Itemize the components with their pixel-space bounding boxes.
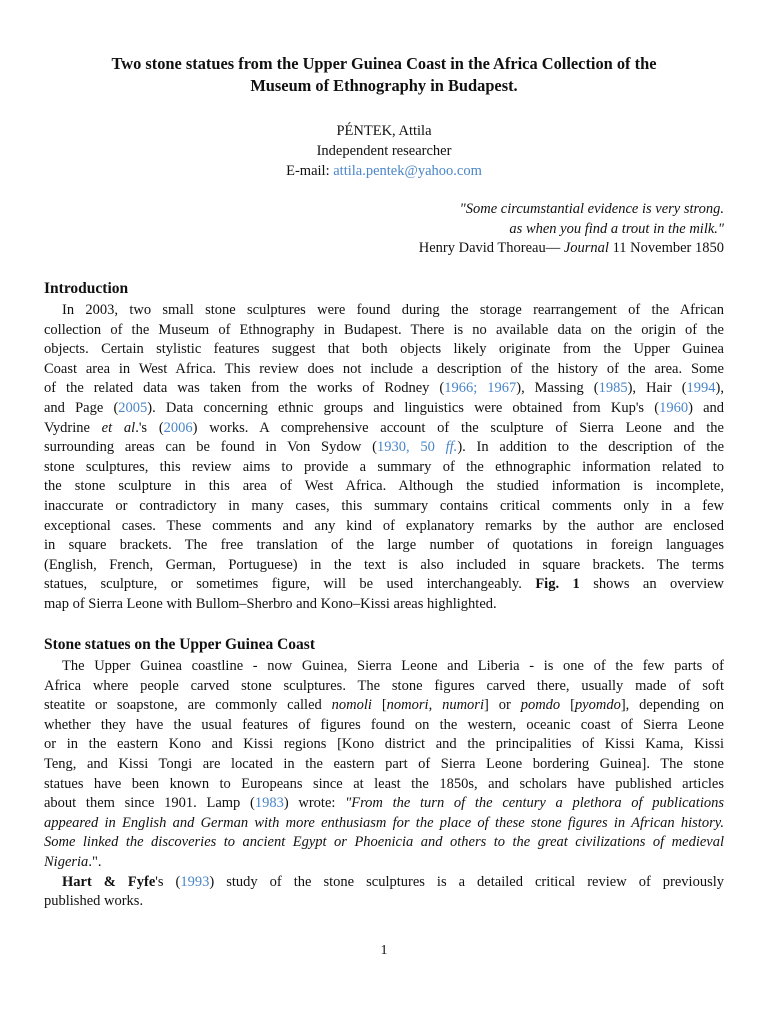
author-reference: Hart & Fyfe bbox=[62, 873, 156, 890]
text-line: Vydrine et al.'s (2006) works. A comprehensive account of the sculpture of Sierra Leone and the bbox=[44, 419, 724, 436]
text-line: Hart & Fyfe's (1993) study of the stone sculptures is a detailed critical review of previously bbox=[62, 873, 725, 890]
text-line: surrounding areas can be found in Von Sydow (1930, 50 ff.). In addition to the description of the bbox=[44, 439, 725, 456]
text-line: Teng, and Kissi Tongi are located in the eastern part of Sierra Leone bordering Guinea]. The stone bbox=[44, 755, 724, 772]
citation-link[interactable]: 2005 bbox=[118, 399, 148, 416]
text-line: stone sculptures, this review aims to provide a summary of the ethnographic information related to bbox=[44, 458, 724, 475]
attribution-date: 11 November 1850 bbox=[608, 240, 724, 256]
text-line: inaccurate or contradictory in many cases, this summary contains critical comments only in a few bbox=[44, 497, 724, 514]
title-line-2: Museum of Ethnography in Budapest. bbox=[250, 76, 518, 95]
text-line: Nigeria.". bbox=[44, 853, 102, 870]
text-line: the stone sculpture in this area of West Africa. Although the studied information is incomplete, bbox=[44, 478, 724, 495]
text-line: statues have been known to Europeans since at least the 1850s, and scholars have published articles bbox=[44, 775, 724, 792]
figure-reference: Fig. 1 bbox=[535, 576, 580, 593]
text-line: of the related data was taken from the works of Rodney (1966; 1967), Massing (1985), Hair (1994), bbox=[44, 380, 725, 397]
text-line: appeared in English and German with more enthusiasm for the place of these stone figures in African history. bbox=[44, 814, 724, 831]
citation-link[interactable]: 1930, 50 ff. bbox=[376, 439, 458, 456]
text-line: Coast area in West Africa. This review does not include a description of the history of the area. Some bbox=[44, 360, 724, 377]
citation-link[interactable]: 1993 bbox=[180, 873, 210, 890]
text-line: The Upper Guinea coastline - now Guinea, Sierra Leone and Liberia - is one of the few parts of bbox=[62, 658, 724, 674]
epigraph-line-2: as when you find a trout in the milk." bbox=[509, 220, 724, 237]
attribution-author: Henry David Thoreau— bbox=[418, 240, 564, 256]
text-line: In 2003, two small stone sculptures were found during the storage rearrangement of the African bbox=[62, 302, 724, 318]
author-name: PÉNTEK, Attila bbox=[336, 123, 432, 139]
text-line: steatite or soapstone, are commonly called nomoli [nomori, numori] or pomdo [pyomdo], depending on bbox=[44, 697, 724, 714]
author-email-line bbox=[44, 161, 724, 181]
page-number: 1 bbox=[380, 943, 388, 958]
text-line: about them since 1901. Lamp (1983) wrote: "From the turn of the century a plethora of publications bbox=[44, 795, 724, 812]
text-line: collection of the Museum of Ethnography in Budapest. There is no available data on the origin of the bbox=[44, 321, 724, 338]
text-line: in square brackets. The free translation of the large number of quotations in foreign languages bbox=[44, 537, 724, 554]
citation-link[interactable]: 1966; 1967 bbox=[444, 380, 517, 397]
citation-link[interactable]: 1994 bbox=[686, 380, 716, 397]
text-line: Africa where people carved stone sculptures. The stone figures carved there, usually made of soft bbox=[44, 677, 724, 694]
epigraph bbox=[300, 200, 724, 259]
title-line-1: Two stone statues from the Upper Guinea Coast in the Africa Collection of the bbox=[111, 54, 657, 73]
email-label: E-mail: bbox=[286, 163, 334, 179]
text-line: objects. Certain stylistic features suggest that both objects likely originate from the Upper Guinea bbox=[44, 341, 724, 358]
text-line: published works. bbox=[44, 893, 144, 910]
citation-link[interactable]: 1960 bbox=[659, 399, 689, 416]
citation-link[interactable]: 1983 bbox=[254, 795, 284, 812]
introduction-paragraph bbox=[44, 301, 724, 615]
author-affiliation: Independent researcher bbox=[316, 143, 452, 159]
text-line: exceptional cases. These comments and any kind of explanatory remarks by the author are enclosed bbox=[44, 517, 724, 534]
epigraph-attribution bbox=[300, 239, 724, 259]
text-line: or in the eastern Kono and Kissi regions [Kono district and the principalities of Kissi Kama, Kissi bbox=[44, 736, 724, 753]
paper-title bbox=[44, 53, 724, 97]
stone-statues-paragraph bbox=[44, 657, 724, 912]
epigraph-line-1: "Some circumstantial evidence is very strong. bbox=[459, 201, 724, 217]
text-line: Some linked the discoveries to ancient Egypt or Phoenicia and others to the great civilizations of medieval bbox=[44, 834, 724, 851]
section-heading-stone-statues: Stone statues on the Upper Guinea Coast bbox=[44, 636, 315, 653]
text-line: (English, French, German, Portuguese) in the text is also included in square brackets. The terms bbox=[44, 556, 724, 573]
author-block bbox=[44, 121, 724, 181]
citation-link[interactable]: 1985 bbox=[598, 380, 628, 397]
attribution-work: Journal bbox=[563, 240, 609, 256]
section-heading-introduction: Introduction bbox=[44, 280, 129, 297]
text-line: and Page (2005). Data concerning ethnic groups and linguistics were obtained from Kup's (1960) and bbox=[44, 399, 725, 416]
text-line: map of Sierra Leone with Bullom–Sherbro and Kono–Kissi areas highlighted. bbox=[44, 595, 497, 612]
email-link[interactable]: attila.pentek@yahoo.com bbox=[333, 163, 482, 179]
text-line: whether they have the usual features of figures found on the western, oceanic coast of Sierra Leone bbox=[44, 716, 724, 733]
text-line: statues, sculpture, or sometimes figure, will be used interchangeably. Fig. 1 shows an overview bbox=[44, 576, 725, 593]
citation-link[interactable]: 2006 bbox=[163, 419, 193, 436]
